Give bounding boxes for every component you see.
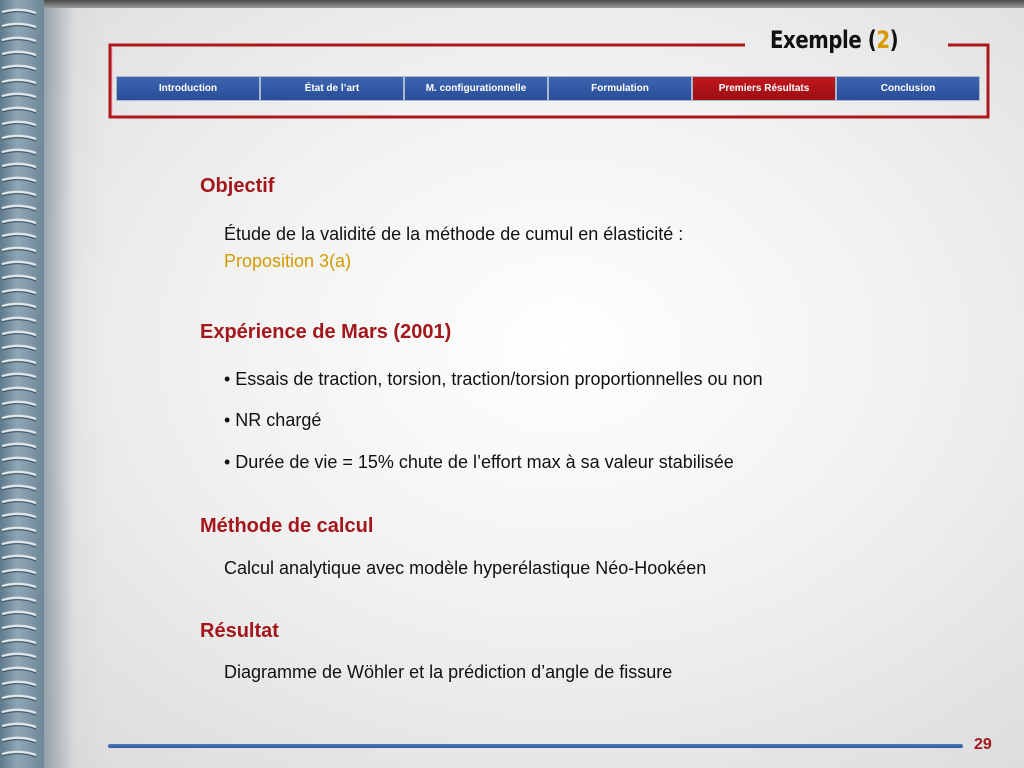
header-frame bbox=[0, 0, 1024, 130]
tab-introduction[interactable]: Introduction bbox=[117, 77, 261, 100]
title-suffix: ) bbox=[889, 26, 899, 54]
page-title bbox=[770, 26, 909, 62]
experience-bullet-1: • Essais de traction, torsion, traction/torsion proportionnelles ou non bbox=[224, 369, 763, 389]
tab-conclusion[interactable]: Conclusion bbox=[837, 77, 979, 100]
objectif-proposition-link[interactable]: Proposition 3(a) bbox=[224, 251, 352, 271]
objectif-heading: Objectif bbox=[200, 175, 275, 197]
title-number: 2 bbox=[876, 26, 890, 54]
tab-formulation[interactable]: Formulation bbox=[549, 77, 693, 100]
experience-bullet-2: • NR chargé bbox=[224, 410, 322, 430]
tab-etat-de-l-art[interactable]: État de l’art bbox=[261, 77, 405, 100]
objectif-text: Étude de la validité de la méthode de cumul en élasticité : bbox=[224, 224, 684, 244]
footer-line bbox=[108, 744, 963, 748]
resultat-heading: Résultat bbox=[200, 620, 279, 642]
experience-heading: Expérience de Mars (2001) bbox=[200, 321, 452, 343]
section-nav bbox=[116, 76, 980, 101]
methode-heading: Méthode de calcul bbox=[200, 515, 374, 537]
page-number: 29 bbox=[974, 736, 992, 753]
experience-bullet-3: • Durée de vie = 15% chute de l’effort max à sa valeur stabilisée bbox=[224, 452, 734, 472]
methode-text: Calcul analytique avec modèle hyperélastique Néo-Hookéen bbox=[224, 558, 707, 578]
tab-m-configurationnelle[interactable]: M. configurationnelle bbox=[405, 77, 549, 100]
resultat-text: Diagramme de Wöhler et la prédiction d’angle de fissure bbox=[224, 662, 673, 682]
title-prefix: Exemple ( bbox=[770, 26, 877, 54]
tab-premiers-resultats[interactable]: Premiers Résultats bbox=[693, 77, 837, 100]
